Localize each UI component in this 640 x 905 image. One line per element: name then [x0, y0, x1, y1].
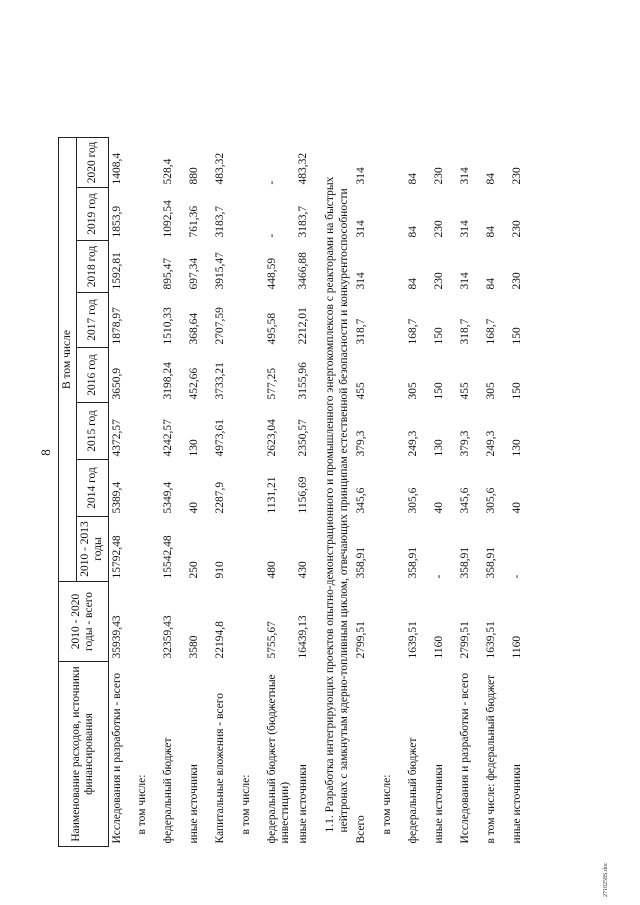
value-cell: 345,6: [355, 487, 368, 514]
value-cell: 5389,4: [110, 481, 123, 514]
table-row: [431, 138, 457, 847]
header-year: 2017 год: [77, 293, 108, 348]
value-cell: 22194,8: [214, 621, 227, 659]
value-cell: 697,34: [188, 257, 201, 290]
value-cell: 305,6: [485, 487, 498, 514]
table-body: [108, 138, 535, 847]
header-including: В том числе: [59, 138, 77, 582]
value-cell: 3466,88: [296, 252, 309, 290]
value-cell: 1092,54: [162, 200, 175, 238]
value-cell: 455: [355, 382, 368, 400]
table-row: [108, 138, 134, 847]
value-cell: 249,3: [485, 430, 498, 457]
header-year: 2014 год: [77, 460, 108, 517]
value-cell: 305: [407, 382, 420, 400]
value-cell: 448,59: [266, 257, 279, 290]
page-number: 8: [38, 449, 53, 456]
row-label: иные источники: [433, 764, 446, 844]
value-cell: 1156,69: [296, 476, 309, 514]
value-cell: 358,91: [355, 546, 368, 579]
value-cell: 16439,13: [296, 615, 309, 659]
value-cell: 480: [266, 561, 279, 579]
value-cell: 318,7: [355, 318, 368, 345]
value-cell: 230: [511, 272, 524, 290]
value-cell: 2623,04: [266, 419, 279, 457]
value-cell: 483,32: [296, 152, 309, 185]
value-cell: 32359,43: [162, 615, 175, 659]
row-label: иные источники: [188, 764, 201, 844]
value-cell: 5349,4: [162, 481, 175, 514]
value-cell: 230: [433, 167, 446, 185]
value-cell: 84: [407, 226, 420, 238]
value-cell: 2350,57: [296, 419, 309, 457]
row-label: иные источники: [511, 764, 524, 844]
value-cell: 1639,51: [407, 621, 420, 659]
value-cell: 2707,59: [214, 307, 227, 345]
value-cell: 3650,9: [110, 367, 123, 400]
row-label: иные источники: [296, 764, 309, 844]
value-cell: 2212,01: [296, 307, 309, 345]
value-cell: 130: [433, 439, 446, 457]
value-cell: 249,3: [407, 430, 420, 457]
table-row: [160, 138, 186, 847]
header-row-1: [59, 138, 77, 847]
table-row: [295, 138, 321, 847]
value-cell: 84: [407, 173, 420, 185]
value-cell: 368,64: [188, 312, 201, 345]
value-cell: 314: [459, 272, 472, 290]
header-year: 2019 год: [77, 188, 108, 241]
row-label: в том числе: федеральный бюджет: [485, 674, 498, 844]
value-cell: 358,91: [485, 546, 498, 579]
value-cell: 483,32: [214, 152, 227, 185]
subheading-row: [134, 138, 160, 847]
row-label: Капитальные вложения - всего: [214, 693, 227, 844]
value-cell: 1131,21: [266, 476, 279, 514]
header-year: 2010 - 2013 годы: [77, 517, 108, 582]
value-cell: 910: [214, 561, 227, 579]
value-cell: 3155,96: [296, 362, 309, 400]
value-cell: 1510,33: [162, 307, 175, 345]
row-label: Всего: [355, 815, 368, 844]
value-cell: 318,7: [459, 318, 472, 345]
table-row: [509, 138, 535, 847]
value-cell: 3580: [188, 635, 201, 659]
value-cell: 250: [188, 561, 201, 579]
value-cell: 84: [485, 173, 498, 185]
value-cell: 305: [485, 382, 498, 400]
value-cell: 761,36: [188, 205, 201, 238]
header-year: 2018 год: [77, 241, 108, 293]
value-cell: 895,47: [162, 257, 175, 290]
value-cell: 35939,43: [110, 615, 123, 659]
row-label: в том числе:: [381, 774, 394, 835]
value-cell: 40: [433, 502, 446, 514]
value-cell: 1878,97: [110, 307, 123, 345]
value-cell: 230: [511, 167, 524, 185]
table-row: [353, 138, 379, 847]
table-row: [264, 138, 294, 847]
value-cell: 150: [433, 382, 446, 400]
value-cell: 314: [355, 167, 368, 185]
value-cell: 84: [407, 278, 420, 290]
empty-cell: [238, 138, 264, 662]
value-cell: 5755,67: [266, 621, 279, 659]
table-row: [405, 138, 431, 847]
value-cell: 15542,48: [162, 535, 175, 579]
value-cell: 150: [511, 327, 524, 345]
expenses-table: [58, 137, 535, 847]
section-title-row: [321, 138, 354, 847]
value-cell: 230: [433, 220, 446, 238]
value-cell: 430: [296, 561, 309, 579]
value-cell: 577,25: [266, 367, 279, 400]
table-row: [457, 138, 483, 847]
value-cell: 150: [511, 382, 524, 400]
value-cell: 1853,9: [110, 205, 123, 238]
value-cell: 40: [188, 502, 201, 514]
empty-cell: [134, 138, 160, 662]
value-cell: 4372,57: [110, 419, 123, 457]
value-cell: 3183,7: [296, 205, 309, 238]
header-total: 2010 - 2020 годы - всего: [59, 582, 109, 662]
value-cell: 150: [433, 327, 446, 345]
row-label: федеральный бюджет (бюджетные инвестиции): [266, 674, 292, 844]
value-cell: 305,6: [407, 487, 420, 514]
value-cell: -: [433, 574, 446, 579]
subheading-row: [238, 138, 264, 847]
value-cell: 40: [511, 502, 524, 514]
value-cell: 495,58: [266, 312, 279, 345]
value-cell: 379,3: [459, 430, 472, 457]
row-label: в том числе:: [240, 774, 253, 835]
value-cell: 168,7: [485, 318, 498, 345]
row-label: в том числе:: [136, 774, 149, 835]
value-cell: -: [266, 180, 279, 185]
header-year: 2015 год: [77, 403, 108, 460]
value-cell: 2799,51: [355, 621, 368, 659]
value-cell: 2799,51: [459, 621, 472, 659]
value-cell: 130: [511, 439, 524, 457]
value-cell: 379,3: [355, 430, 368, 457]
section-title: 1.1. Разработка интегрирующих проектов опытно-демонстрационного и промышленного энергокомплексов с реакторами на быстрых нейтронах с замкнутым ядерно-топливным циклом, отвечающих принципам естественной безопасности и конкурентоспособности: [323, 176, 350, 833]
value-cell: 3915,47: [214, 252, 227, 290]
value-cell: -: [511, 574, 524, 579]
value-cell: 1408,4: [110, 152, 123, 185]
value-cell: 314: [459, 220, 472, 238]
value-cell: 452,66: [188, 367, 201, 400]
row-label: федеральный бюджет: [407, 737, 420, 844]
value-cell: 314: [459, 167, 472, 185]
header-name: Наименование расходов, источники финансирования: [59, 662, 109, 847]
value-cell: -: [266, 233, 279, 238]
value-cell: 230: [433, 272, 446, 290]
value-cell: 4973,61: [214, 419, 227, 457]
value-cell: 358,91: [407, 546, 420, 579]
subheading-row: [379, 138, 405, 847]
document-footer-code: 2710258S.doc: [603, 862, 609, 897]
value-cell: 130: [188, 439, 201, 457]
table-row: [212, 138, 238, 847]
value-cell: 230: [511, 220, 524, 238]
value-cell: 1160: [433, 635, 446, 659]
value-cell: 1592,81: [110, 252, 123, 290]
row-label: федеральный бюджет: [162, 737, 175, 844]
value-cell: 1639,51: [485, 621, 498, 659]
value-cell: 3183,7: [214, 205, 227, 238]
value-cell: 345,6: [459, 487, 472, 514]
value-cell: 358,91: [459, 546, 472, 579]
value-cell: 84: [485, 278, 498, 290]
value-cell: 4242,57: [162, 419, 175, 457]
value-cell: 455: [459, 382, 472, 400]
value-cell: 3733,21: [214, 362, 227, 400]
value-cell: 15792,48: [110, 535, 123, 579]
row-label: Исследования и разработки - всего: [459, 672, 472, 844]
table-row: [186, 138, 212, 847]
header-year: 2016 год: [77, 348, 108, 403]
empty-cell: [379, 138, 405, 662]
table-row: [483, 138, 509, 847]
value-cell: 880: [188, 167, 201, 185]
value-cell: 314: [355, 272, 368, 290]
value-cell: 528,4: [162, 158, 175, 185]
header-year: 2020 год: [77, 138, 108, 188]
value-cell: 84: [485, 226, 498, 238]
value-cell: 314: [355, 220, 368, 238]
value-cell: 1160: [511, 635, 524, 659]
value-cell: 2287,9: [214, 481, 227, 514]
row-label: Исследования и разработки - всего: [110, 672, 123, 844]
value-cell: 3198,24: [162, 362, 175, 400]
value-cell: 168,7: [407, 318, 420, 345]
